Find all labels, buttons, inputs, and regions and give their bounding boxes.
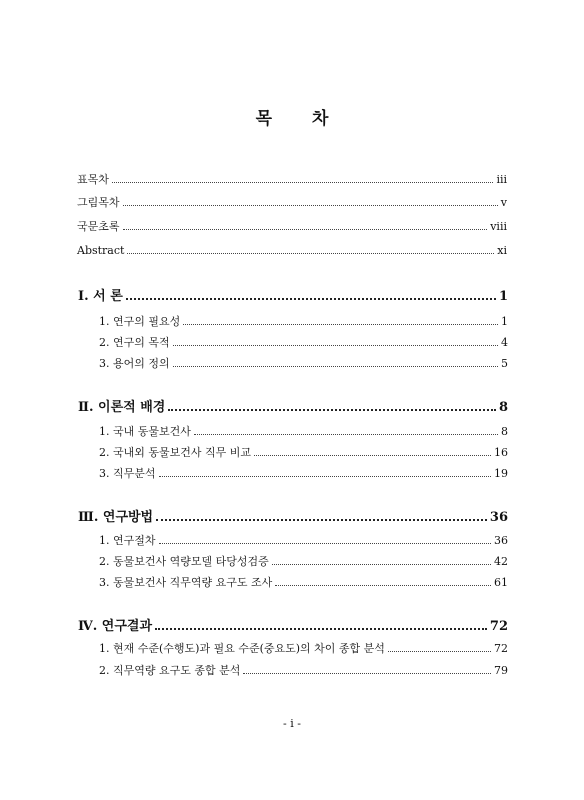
toc-entry-label: 표목차 bbox=[77, 173, 109, 186]
toc-entry-label: 그림목차 bbox=[77, 196, 120, 209]
dot-leader bbox=[159, 543, 492, 544]
dot-leader bbox=[388, 651, 491, 652]
toc-entry-front-3[interactable] bbox=[77, 220, 507, 234]
toc-chapter-label: Ⅲ. 연구방법 bbox=[78, 510, 154, 525]
toc-section-page: 36 bbox=[494, 534, 508, 547]
dot-leader bbox=[123, 205, 498, 206]
toc-section-label: 1. 연구의 필요성 bbox=[99, 315, 181, 328]
toc-chapter-2[interactable] bbox=[78, 401, 508, 415]
toc-chapter-label: Ⅱ. 이론적 배경 bbox=[78, 400, 166, 415]
toc-chapter-page: 36 bbox=[489, 510, 508, 525]
toc-section-1-3[interactable] bbox=[99, 357, 508, 371]
toc-entry-front-4[interactable] bbox=[77, 244, 507, 258]
toc-section-3-3[interactable] bbox=[99, 576, 508, 590]
toc-section-4-1[interactable] bbox=[99, 642, 508, 656]
toc-section-label: 2. 직무역량 요구도 종합 분석 bbox=[99, 664, 241, 677]
dot-leader bbox=[123, 229, 488, 230]
toc-section-page: 1 bbox=[501, 315, 508, 328]
toc-chapter-4[interactable] bbox=[78, 620, 508, 634]
toc-entry-page: xi bbox=[497, 244, 507, 257]
toc-entry-page: v bbox=[500, 196, 507, 209]
page-number: - i - bbox=[283, 717, 301, 730]
toc-section-label: 3. 동물보건사 직무역량 요구도 조사 bbox=[99, 576, 273, 589]
toc-section-page: 8 bbox=[501, 425, 508, 438]
toc-chapter-1[interactable] bbox=[78, 290, 508, 304]
toc-section-label: 1. 국내 동물보건사 bbox=[99, 425, 191, 438]
dot-leader bbox=[112, 182, 494, 183]
toc-section-label: 1. 현재 수준(수행도)과 필요 수준(중요도)의 차이 종합 분석 bbox=[99, 642, 385, 655]
toc-section-page: 5 bbox=[501, 357, 508, 370]
page-title bbox=[0, 104, 584, 129]
toc-chapter-page: 8 bbox=[498, 400, 508, 415]
toc-section-label: 2. 국내외 동물보건사 직무 비교 bbox=[99, 446, 251, 459]
dot-leader bbox=[168, 409, 496, 411]
toc-section-2-1[interactable] bbox=[99, 425, 508, 439]
toc-section-page: 61 bbox=[494, 576, 508, 589]
toc-section-page: 79 bbox=[494, 664, 508, 677]
dot-leader bbox=[194, 434, 498, 435]
dot-leader bbox=[272, 564, 491, 565]
toc-section-label: 2. 동물보건사 역량모델 타당성검증 bbox=[99, 555, 269, 568]
toc-chapter-label: Ⅳ. 연구결과 bbox=[78, 619, 153, 634]
toc-section-label: 2. 연구의 목적 bbox=[99, 336, 170, 349]
toc-section-label: 1. 연구절차 bbox=[99, 534, 156, 547]
toc-section-page: 19 bbox=[494, 467, 508, 480]
toc-section-page: 16 bbox=[494, 446, 508, 459]
toc-chapter-page: 1 bbox=[498, 289, 508, 304]
toc-section-2-3[interactable] bbox=[99, 467, 508, 481]
toc-section-1-2[interactable] bbox=[99, 336, 508, 350]
dot-leader bbox=[254, 455, 491, 456]
dot-leader bbox=[183, 324, 498, 325]
toc-chapter-3[interactable] bbox=[78, 511, 508, 525]
toc-section-4-2[interactable] bbox=[99, 664, 508, 678]
toc-section-page: 4 bbox=[501, 336, 508, 349]
toc-chapter-label: Ⅰ. 서 론 bbox=[78, 289, 123, 304]
dot-leader bbox=[127, 253, 494, 254]
dot-leader bbox=[159, 476, 492, 477]
toc-section-page: 42 bbox=[494, 555, 508, 568]
title-second-char: 차 bbox=[312, 109, 329, 129]
dot-leader bbox=[156, 519, 487, 521]
toc-section-1-1[interactable] bbox=[99, 315, 508, 329]
dot-leader bbox=[243, 673, 491, 674]
toc-entry-front-1[interactable] bbox=[77, 173, 507, 187]
dot-leader bbox=[173, 345, 498, 346]
toc-section-label: 3. 직무분석 bbox=[99, 467, 156, 480]
dot-leader bbox=[173, 366, 498, 367]
toc-entry-label: Abstract bbox=[77, 244, 125, 257]
dot-leader bbox=[275, 585, 491, 586]
dot-leader bbox=[155, 628, 487, 630]
title-first-char: 목 bbox=[255, 109, 272, 129]
toc-section-3-1[interactable] bbox=[99, 534, 508, 548]
toc-section-2-2[interactable] bbox=[99, 446, 508, 460]
toc-section-page: 72 bbox=[494, 642, 508, 655]
toc-entry-label: 국문초록 bbox=[77, 220, 120, 233]
toc-entry-front-2[interactable] bbox=[77, 196, 507, 210]
toc-entry-page: viii bbox=[490, 220, 507, 233]
toc-section-label: 3. 용어의 정의 bbox=[99, 357, 170, 370]
toc-chapter-page: 72 bbox=[489, 619, 508, 634]
toc-section-3-2[interactable] bbox=[99, 555, 508, 569]
dot-leader bbox=[126, 298, 496, 300]
toc-entry-page: iii bbox=[496, 173, 507, 186]
